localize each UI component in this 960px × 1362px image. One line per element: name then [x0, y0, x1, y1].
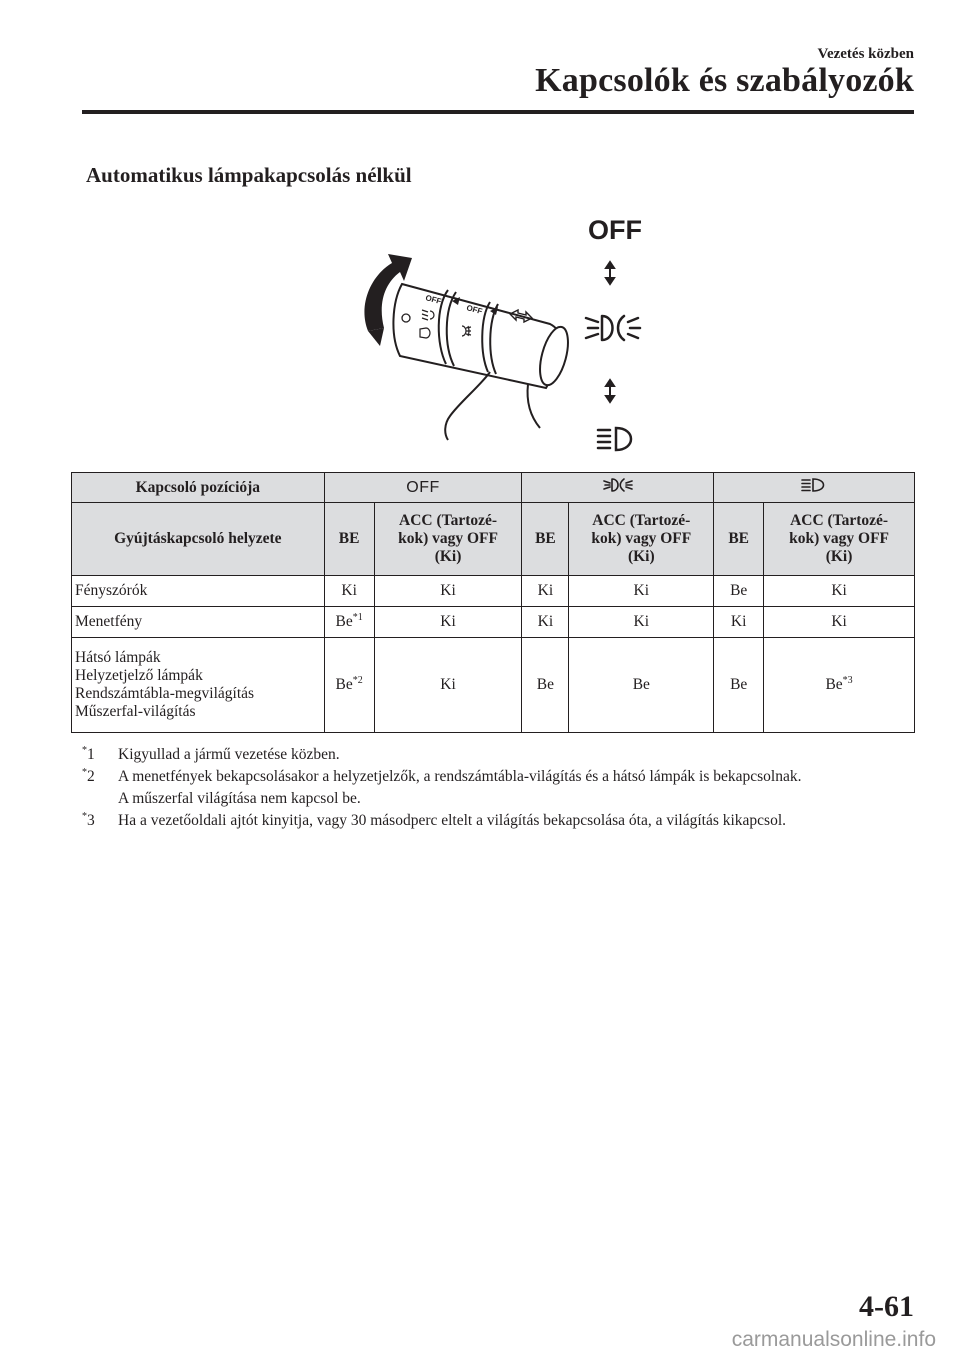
- footnote-2: *2 A menetfények bekapcsolásakor a helyzetjelzők, a rendszámtábla-világítás és a hátsó lámpák is bekapcsolnak. A műszerfal világítása nem kapcsol be.: [82, 766, 802, 807]
- running-header-chapter: Kapcsolók és szabályozók: [535, 62, 914, 99]
- table-cell: Ki: [374, 638, 522, 733]
- off-position-label: OFF: [588, 215, 642, 245]
- watermark: carmanualsonline.info: [731, 1328, 936, 1351]
- headlight-icon: [801, 477, 827, 493]
- position-headlight: [714, 473, 915, 503]
- position-off: OFF: [324, 473, 522, 503]
- headlight-icon: [598, 428, 631, 450]
- running-header-section: Vezetés közben: [817, 46, 914, 62]
- ignition-on-1: BE: [324, 503, 374, 576]
- ignition-acc-1: ACC (Tartozé- kok) vagy OFF (Ki): [374, 503, 522, 576]
- double-arrow-icon-2: [606, 380, 614, 402]
- light-status-table: [71, 472, 915, 733]
- row-label-rear-lamps: Hátsó lámpák Helyzetjelző lámpák Rendszámtábla-megvilágítás Műszerfal-világítás: [72, 638, 325, 733]
- ignition-acc-2: ACC (Tartozé- kok) vagy OFF (Ki): [569, 503, 714, 576]
- ignition-on-2: BE: [522, 503, 569, 576]
- header-rule: [82, 110, 914, 114]
- table-row: [72, 607, 915, 638]
- footnotes: [82, 744, 922, 832]
- light-switch-figure: [340, 206, 660, 458]
- position-parking-lights: [522, 473, 714, 503]
- table-cell: Be$^{*3}$: [764, 638, 915, 733]
- switch-position-label: Kapcsoló pozíciója: [72, 473, 325, 503]
- table-cell: Ki: [569, 607, 714, 638]
- table-cell: Be: [569, 638, 714, 733]
- parking-lights-icon: [586, 316, 640, 340]
- double-arrow-icon-1: [606, 262, 614, 284]
- table-cell: Be$^{*2}$: [324, 638, 374, 733]
- table-cell: Be: [714, 638, 764, 733]
- ignition-acc-3: ACC (Tartozé- kok) vagy OFF (Ki): [764, 503, 915, 576]
- footnote-ref: *1: [352, 611, 363, 623]
- table-cell: Ki: [764, 576, 915, 607]
- switch-position-row: [72, 473, 915, 503]
- ignition-on-3: BE: [714, 503, 764, 576]
- ignition-row: [72, 503, 915, 576]
- table-row: [72, 638, 915, 733]
- stalk-off-label-1: OFF: [424, 293, 443, 307]
- ignition-label: Gyújtáskapcsoló helyzete: [72, 503, 325, 576]
- table-cell: Be$^{*1}$: [324, 607, 374, 638]
- table-cell: Ki: [374, 607, 522, 638]
- footnote-ref: *3: [842, 674, 853, 686]
- footnote-1: *1 Kigyullad a jármű vezetése közben.: [82, 744, 340, 763]
- table-cell: Ki: [714, 607, 764, 638]
- table-cell: Ki: [522, 576, 569, 607]
- row-label-daytime-lights: Menetfény: [72, 607, 325, 638]
- table-row: [72, 576, 915, 607]
- table-cell: Ki: [764, 607, 915, 638]
- table-cell: Be: [714, 576, 764, 607]
- page-number: 4-61: [859, 1290, 914, 1323]
- table-cell: Ki: [374, 576, 522, 607]
- footnote-3: *3 Ha a vezetőoldali ajtót kinyitja, vagy 30 másodperc eltelt a világítás bekapcsolása óta, a világítás kikapcsol.: [82, 810, 787, 829]
- stalk-off-label-2: OFF: [465, 303, 484, 317]
- table-cell: Be: [522, 638, 569, 733]
- footnote-ref: *2: [352, 674, 363, 686]
- table-cell: Ki: [522, 607, 569, 638]
- table-cell: Ki: [324, 576, 374, 607]
- row-label-headlights: Fényszórók: [72, 576, 325, 607]
- parking-lights-icon: [603, 477, 633, 493]
- section-title: Automatikus lámpakapcsolás nélkül: [86, 163, 412, 187]
- table-cell: Ki: [569, 576, 714, 607]
